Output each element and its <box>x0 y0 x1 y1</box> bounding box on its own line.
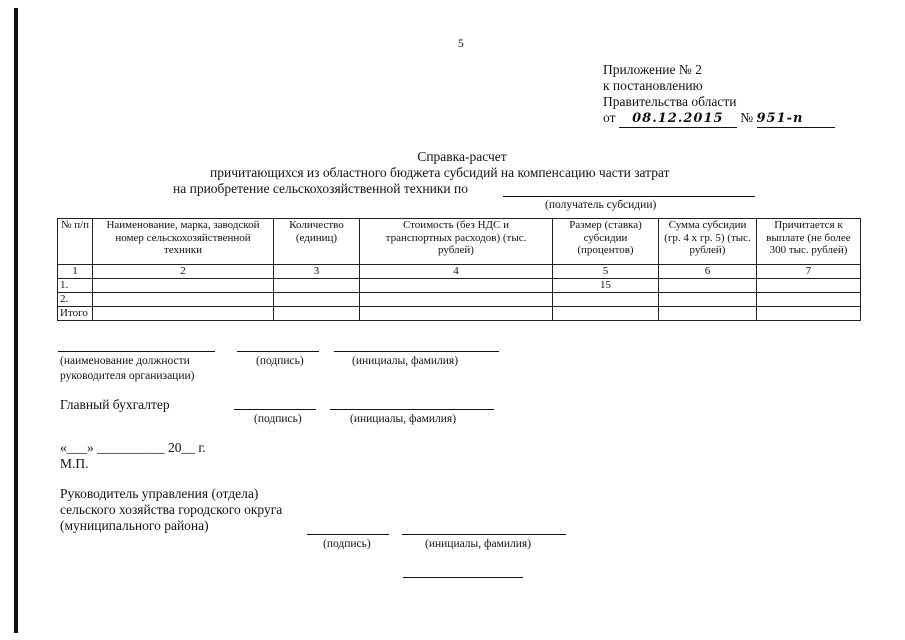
initials-line <box>334 351 499 352</box>
table-cell <box>553 306 659 320</box>
head-line2: сельского хозяйства городского округа <box>60 502 283 517</box>
table-cell <box>360 278 553 292</box>
page-number: 5 <box>458 38 464 50</box>
head-signature-line <box>307 534 389 535</box>
column-number-cell: 7 <box>757 265 861 279</box>
table-cell: 15 <box>553 278 659 292</box>
header-cell: № п/п <box>58 219 93 265</box>
position-caption-line2: руководителя организации) <box>60 370 195 382</box>
header-cell: Причитается к выплате (не более 300 тыс. рублей) <box>757 219 861 265</box>
date-value: 08.12.2015 <box>619 111 737 128</box>
subsidy-table <box>57 218 861 321</box>
table-cell <box>93 278 274 292</box>
appendix-line2: к постановлению <box>603 78 703 93</box>
signature-line <box>237 351 319 352</box>
appendix-block <box>603 62 883 128</box>
table-header-row <box>58 219 861 265</box>
recipient-caption: (получатель субсидии) <box>545 199 657 211</box>
header-cell: Сумма субсидии (гр. 4 х гр. 5) (тыс. рублей) <box>659 219 757 265</box>
position-line <box>58 351 215 352</box>
accountant-signature-line <box>234 409 316 410</box>
table-row <box>58 292 861 306</box>
table-cell <box>757 292 861 306</box>
appendix-date-row <box>603 110 883 128</box>
header-cell: Размер (ставка) субсидии (процентов) <box>553 219 659 265</box>
signature-caption: (подпись) <box>256 355 304 367</box>
table-cell <box>659 292 757 306</box>
column-number-cell: 4 <box>360 265 553 279</box>
date-prefix: от <box>603 110 616 125</box>
closing-line <box>403 577 523 578</box>
table-cell <box>93 292 274 306</box>
title-subline: причитающихся из областного бюджета субсидий на компенсацию части затрат <box>210 165 670 180</box>
table-cell <box>757 306 861 320</box>
appendix-line1: Приложение № 2 <box>603 62 702 77</box>
table-cell <box>757 278 861 292</box>
total-label-cell: Итого <box>58 306 93 320</box>
accountant-initials-caption: (инициалы, фамилия) <box>350 413 457 425</box>
scan-edge <box>14 8 18 633</box>
accountant-initials-line <box>330 409 494 410</box>
number-prefix: № <box>740 110 754 125</box>
table-row <box>58 278 861 292</box>
header-cell: Наименование, марка, заводской номер сельскохозяйственной техники <box>93 219 274 265</box>
stamp-label: М.П. <box>60 456 89 471</box>
header-cell: Стоимость (без НДС и транспортных расходов) (тыс. рублей) <box>360 219 553 265</box>
head-initials-caption: (инициалы, фамилия) <box>425 538 532 550</box>
head-line1: Руководитель управления (отдела) <box>60 486 259 501</box>
recipient-line <box>503 196 755 197</box>
accountant-signature-caption: (подпись) <box>254 413 302 425</box>
appendix-line3: Правительства области <box>603 94 737 109</box>
table-cell <box>274 292 360 306</box>
header-cell: Количество (единиц) <box>274 219 360 265</box>
row-number-cell: 1. <box>58 278 93 292</box>
table-cell <box>553 292 659 306</box>
table-cell <box>360 292 553 306</box>
document-title: Справка-расчет <box>417 149 507 164</box>
table-cell <box>274 306 360 320</box>
total-row <box>58 306 861 320</box>
table-cell <box>659 278 757 292</box>
head-line3: (муниципального района) <box>60 518 209 533</box>
chief-accountant-label: Главный бухгалтер <box>60 397 170 412</box>
date-line: «___» __________ 20__ г. <box>60 440 206 455</box>
number-value: 951-п <box>757 111 835 128</box>
column-number-cell: 3 <box>274 265 360 279</box>
position-caption: (наименование должности <box>60 355 190 367</box>
column-number-cell: 6 <box>659 265 757 279</box>
table-cell <box>659 306 757 320</box>
table-cell <box>93 306 274 320</box>
head-initials-line <box>402 534 566 535</box>
column-number-cell: 1 <box>58 265 93 279</box>
column-number-cell: 5 <box>553 265 659 279</box>
title-equipment-line: на приобретение сельскохозяйственной техники по <box>173 181 468 196</box>
head-signature-caption: (подпись) <box>323 538 371 550</box>
row-number-cell: 2. <box>58 292 93 306</box>
column-number-cell: 2 <box>93 265 274 279</box>
column-number-row <box>58 265 861 279</box>
table-cell <box>360 306 553 320</box>
table-cell <box>274 278 360 292</box>
initials-caption: (инициалы, фамилия) <box>352 355 459 367</box>
